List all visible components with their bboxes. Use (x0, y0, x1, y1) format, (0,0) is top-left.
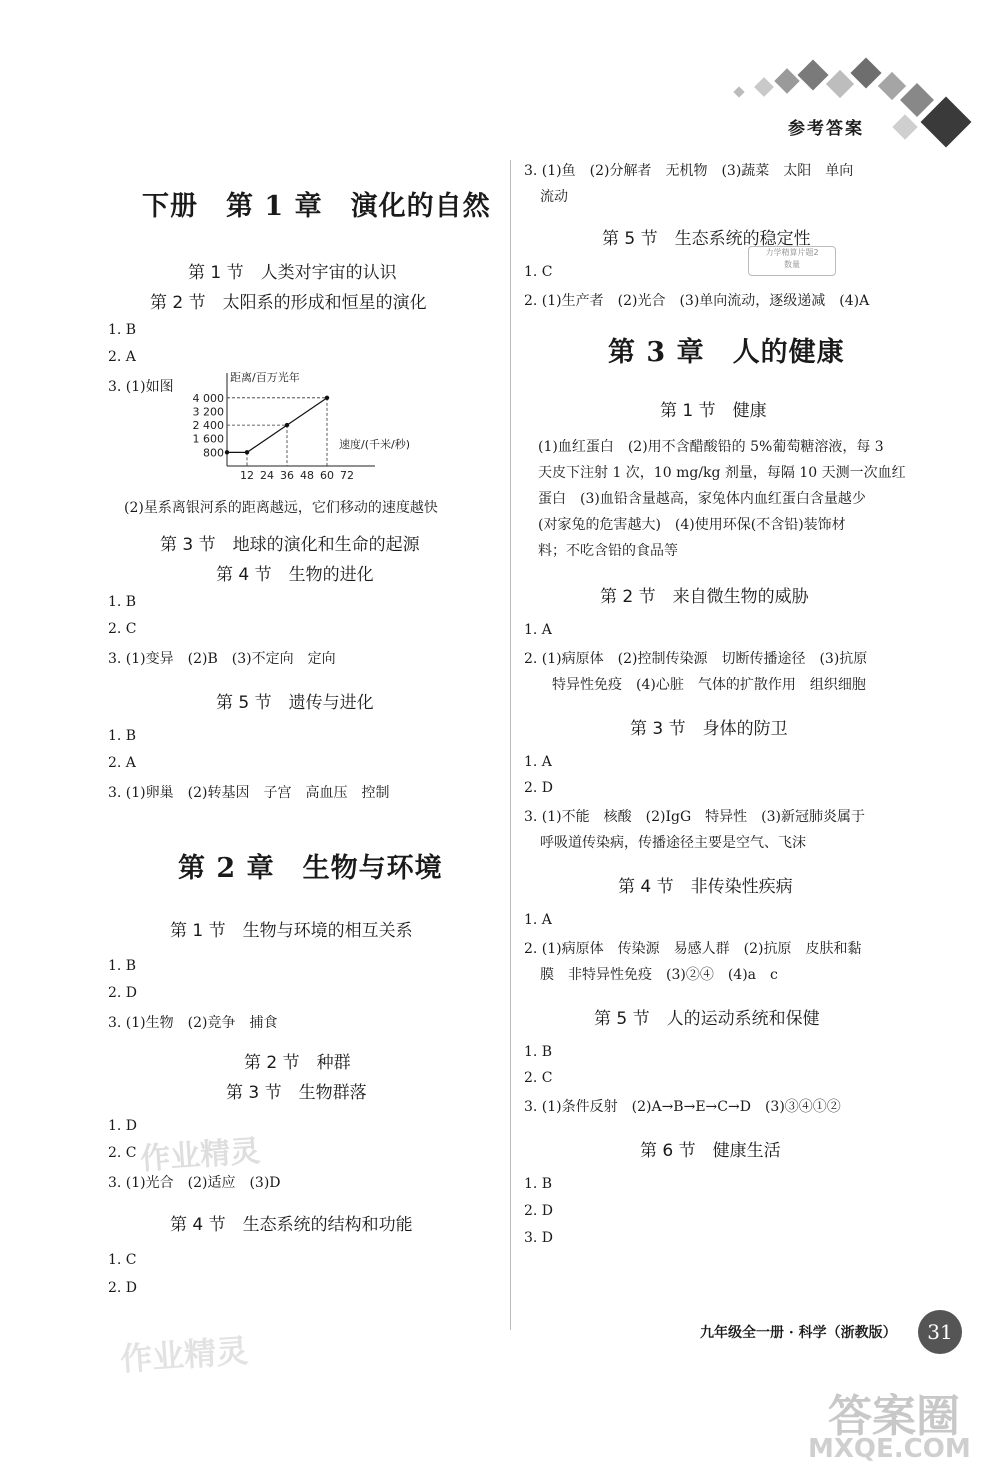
answer-2-4-3a: 3. (1)鱼 (2)分解者 无机物 (3)蔬菜 太阳 单向 (524, 163, 854, 179)
answer-2-4-1: 1. C (108, 1252, 137, 1268)
answer-3-3-1: 1. A (524, 754, 552, 770)
x-tick-label: 72 (340, 469, 354, 482)
section-2-5-title: 第 5 节 生态系统的稳定性 (602, 229, 811, 249)
section-3-5-title: 第 5 节 人的运动系统和保健 (594, 1009, 820, 1029)
section-3-1-title: 第 1 节 健康 (660, 401, 767, 421)
answer-3-5-2: 2. C (524, 1070, 553, 1086)
section-2-2-title: 第 2 节 种群 (244, 1053, 351, 1073)
section-3-4-title: 第 4 节 非传染性疾病 (618, 877, 793, 897)
answer-1-4-3: 3. (1)变异 (2)B (3)不定向 定向 (108, 651, 336, 667)
answer-1-4-2: 2. C (108, 621, 137, 637)
section-3-3-title: 第 3 节 身体的防卫 (630, 719, 788, 739)
answer-3-4-1: 1. A (524, 912, 552, 928)
answer-2-4-3b: 流动 (540, 189, 568, 205)
chapter-2-title: 第 2 章 生物与环境 (178, 853, 443, 884)
y-tick-label: 2 400 (192, 419, 224, 433)
answer-1-5-2: 2. A (108, 755, 136, 771)
x-axis-label: 速度/(千米/秒) (339, 438, 410, 451)
answer-3-1-line-3: 蛋白 (3)血铅含量越高，家兔体内血红蛋白含量越少 (538, 491, 866, 507)
section-1-4-title: 第 4 节 生物的进化 (216, 565, 374, 585)
x-tick-label: 60 (320, 469, 334, 482)
answer-3-6-1: 1. B (524, 1176, 553, 1192)
section-2-4-title: 第 4 节 生态系统的结构和功能 (170, 1215, 413, 1235)
data-point (285, 423, 289, 427)
answer-1-5-3: 3. (1)卵巢 (2)转基因 子宫 高血压 控制 (108, 785, 390, 801)
answer-3-2-2b: 特异性免疫 (4)心脏 气体的扩散作用 组织细胞 (552, 677, 866, 693)
velocity-distance-chart (190, 368, 450, 490)
y-axis-label: 距离/百万光年 (230, 371, 300, 384)
data-point (245, 450, 249, 454)
watermark-url: MXQE.COM (808, 1434, 971, 1464)
answer-3-1-line-4: (对家兔的危害越大) (4)使用环保(不含铅)装饰材 (538, 517, 846, 533)
watermark-site: 答案圈 (828, 1391, 960, 1442)
stamp-line-2: 数量 (784, 260, 800, 269)
section-1-5-title: 第 5 节 遗传与进化 (216, 693, 374, 713)
answer-2-3-2: 2. C (108, 1145, 137, 1161)
answer-3-6-2: 2. D (524, 1203, 554, 1219)
section-1-1-title: 第 1 节 人类对宇宙的认识 (188, 263, 397, 283)
answer-3-5-3: 3. (1)条件反射 (2)A→B→E→C→D (3)③④①② (524, 1099, 841, 1115)
answer-1-2-1: 1. B (108, 322, 137, 338)
answer-2-1-2: 2. D (108, 985, 138, 1001)
stamp-line-1: 力学精算片题2 (765, 248, 819, 257)
page-header-title: 参考答案 (788, 119, 864, 139)
column-divider (510, 160, 511, 1330)
chapter-3-title: 第 3 章 人的健康 (608, 337, 845, 368)
footer-book-title: 九年级全一册 · 科学（浙教版） (700, 1325, 897, 1341)
section-1-3-title: 第 3 节 地球的演化和生命的起源 (160, 535, 420, 555)
answer-3-2-2a: 2. (1)病原体 (2)控制传染源 切断传播途径 (3)抗原 (524, 651, 868, 667)
y-tick-label: 4 000 (192, 391, 224, 405)
answer-3-4-2b: 膜 非特异性免疫 (3)②④ (4)a c (540, 967, 778, 983)
section-3-2-title: 第 2 节 来自微生物的威胁 (600, 587, 809, 607)
x-tick-label: 36 (280, 469, 294, 482)
answer-2-3-3: 3. (1)光合 (2)适应 (3)D (108, 1175, 281, 1191)
chapter-1-title: 下册 第 1 章 演化的自然 (142, 191, 491, 222)
section-3-6-title: 第 6 节 健康生活 (640, 1141, 781, 1161)
answer-3-1-line-2: 天皮下注射 1 次，10 mg/kg 剂量，每隔 10 天测一次血红 (538, 465, 906, 481)
answer-3-1-line-5: 料；不吃含铅的食品等 (538, 543, 678, 559)
section-1-2-title: 第 2 节 太阳系的形成和恒星的演化 (150, 293, 427, 313)
answer-1-2-3b: (2)星系离银河系的距离越远，它们移动的速度越快 (124, 500, 438, 516)
answer-3-1-line-1: (1)血红蛋白 (2)用不含醋酸铅的 5%葡萄糖溶液，每 3 (538, 439, 884, 455)
answer-3-5-1: 1. B (524, 1044, 553, 1060)
y-tick-label: 3 200 (192, 405, 224, 419)
answer-1-5-1: 1. B (108, 728, 137, 744)
answer-2-3-1: 1. D (108, 1118, 138, 1134)
answer-1-2-3: 3. (1)如图 (108, 379, 174, 395)
answer-2-5-1: 1. C (524, 264, 553, 280)
y-tick-label: 1 600 (192, 432, 224, 446)
data-point (225, 450, 229, 454)
answer-2-5-2: 2. (1)生产者 (2)光合 (3)单向流动，逐级递减 (4)A (524, 293, 870, 309)
stamp (748, 246, 836, 276)
answer-3-3-2: 2. D (524, 780, 554, 796)
x-tick-label: 48 (300, 469, 314, 482)
x-tick-label: 24 (260, 469, 274, 482)
page-number: 31 (918, 1310, 962, 1354)
answer-3-3-3a: 3. (1)不能 核酸 (2)IgG 特异性 (3)新冠肺炎属于 (524, 809, 865, 825)
answer-3-3-3b: 呼吸道传染病，传播途径主要是空气、飞沫 (540, 835, 806, 851)
answer-3-6-3: 3. D (524, 1230, 554, 1246)
answer-3-2-1: 1. A (524, 622, 552, 638)
answer-2-1-1: 1. B (108, 958, 137, 974)
answer-1-2-2: 2. A (108, 349, 136, 365)
answer-2-1-3: 3. (1)生物 (2)竞争 捕食 (108, 1015, 278, 1031)
answer-2-4-2: 2. D (108, 1280, 138, 1296)
watermark-1: 作业精灵 (139, 1133, 262, 1178)
data-point (325, 396, 329, 400)
y-tick-label: 800 (203, 446, 224, 460)
answer-3-4-2a: 2. (1)病原体 传染源 易感人群 (2)抗原 皮肤和黏 (524, 941, 862, 957)
section-2-3-title: 第 3 节 生物群落 (226, 1083, 367, 1103)
section-2-1-title: 第 1 节 生物与环境的相互关系 (170, 921, 413, 941)
answer-1-4-1: 1. B (108, 594, 137, 610)
x-tick-label: 12 (240, 469, 254, 482)
watermark-2: 作业精灵 (118, 1331, 250, 1379)
